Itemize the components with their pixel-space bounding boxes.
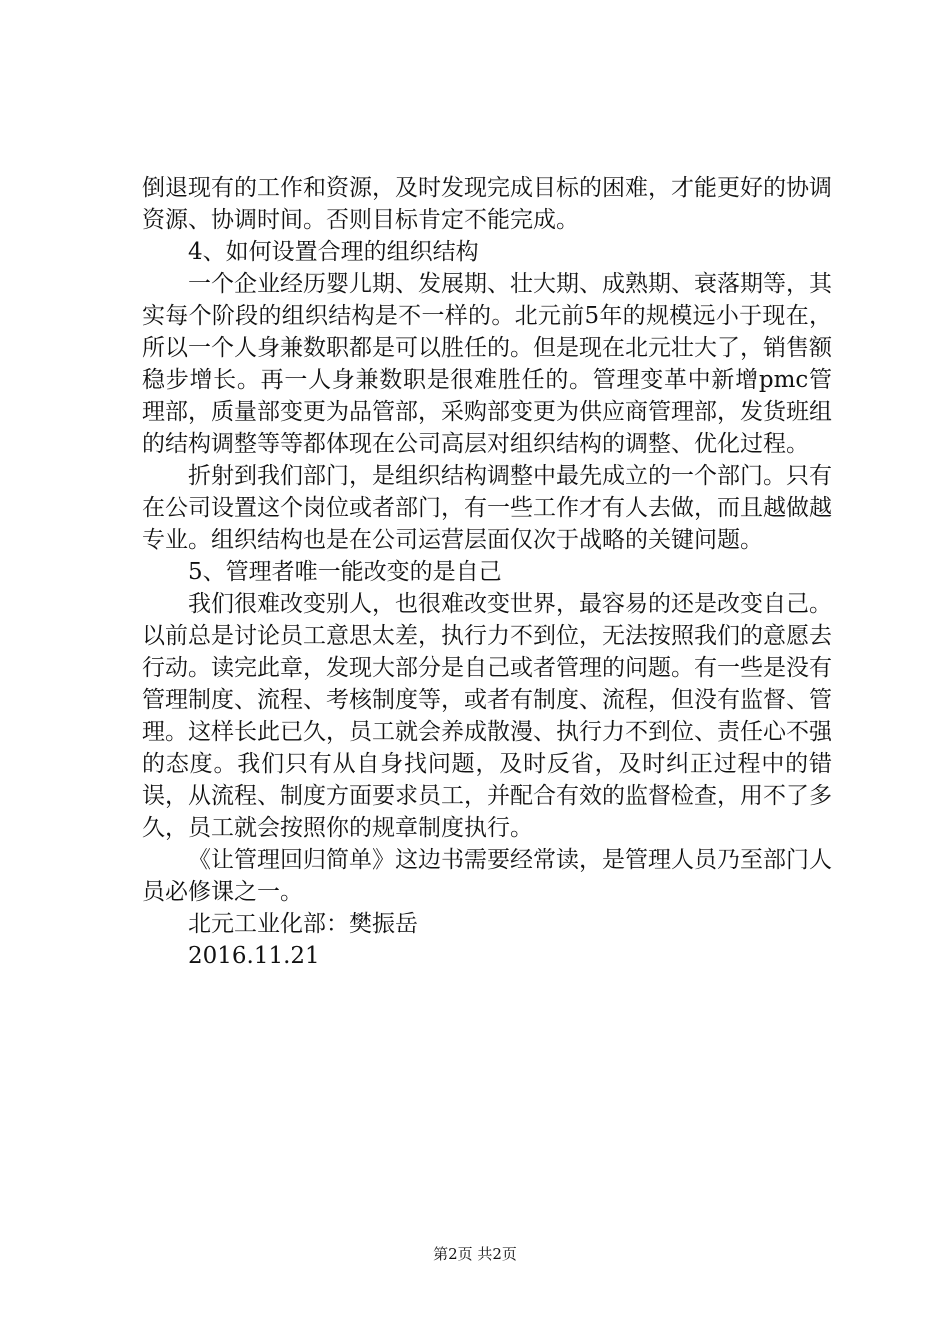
- page-number: 第2页 共2页: [433, 1245, 517, 1263]
- document-date: 2016.11.21: [188, 943, 320, 969]
- paragraph-our-department: 折射到我们部门，是组织结构调整中最先成立的一个部门。只有在公司设置这个岗位或者部门，有一些工作才有人去做，而且越做越专业。组织结构也是在公司运营层面仅次于战略的关键问题。: [142, 463, 832, 553]
- document-body: [142, 172, 832, 972]
- section-heading-5: 5、管理者唯一能改变的是自己: [188, 559, 502, 585]
- paragraph-change-yourself: 我们很难改变别人，也很难改变世界，最容易的还是改变自己。以前总是讨论员工意思太差，执行力不到位，无法按照我们的意愿去行动。读完此章，发现大部分是自己或者管理的问题。有一些是没有管理制度、流程、考核制度等，或者有制度、流程，但没有监督、管理。这样长此已久，员工就会养成散漫、执行力不到位、责任心不强的态度。我们只有从自身找问题，及时反省，及时纠正过程中的错误，从流程、制度方面要求员工，并配合有效的监督检查，用不了多久，员工就会按照你的规章制度执行。: [142, 591, 832, 841]
- paragraph-book-recommendation: 《让管理回归简单》这边书需要经常读，是管理人员乃至部门人员必修课之一。: [142, 847, 832, 905]
- section-heading-4: 4、如何设置合理的组织结构: [188, 239, 479, 265]
- author-signature: 北元工业化部：樊振岳: [188, 911, 418, 937]
- paragraph-org-structure: 一个企业经历婴儿期、发展期、壮大期、成熟期、衰落期等，其实每个阶段的组织结构是不一样的。北元前5年的规模远小于现在，所以一个人身兼数职都是可以胜任的。但是现在北元壮大了，销售额稳步增长。再一人身兼数职是很难胜任的。管理变革中新增pmc管理部，质量部变更为品管部，采购部变更为供应商管理部，发货班组的结构调整等等都体现在公司高层对组织结构的调整、优化过程。: [142, 271, 832, 457]
- paragraph-continuation: 倒退现有的工作和资源，及时发现完成目标的困难，才能更好的协调资源、协调时间。否则目标肯定不能完成。: [142, 175, 832, 233]
